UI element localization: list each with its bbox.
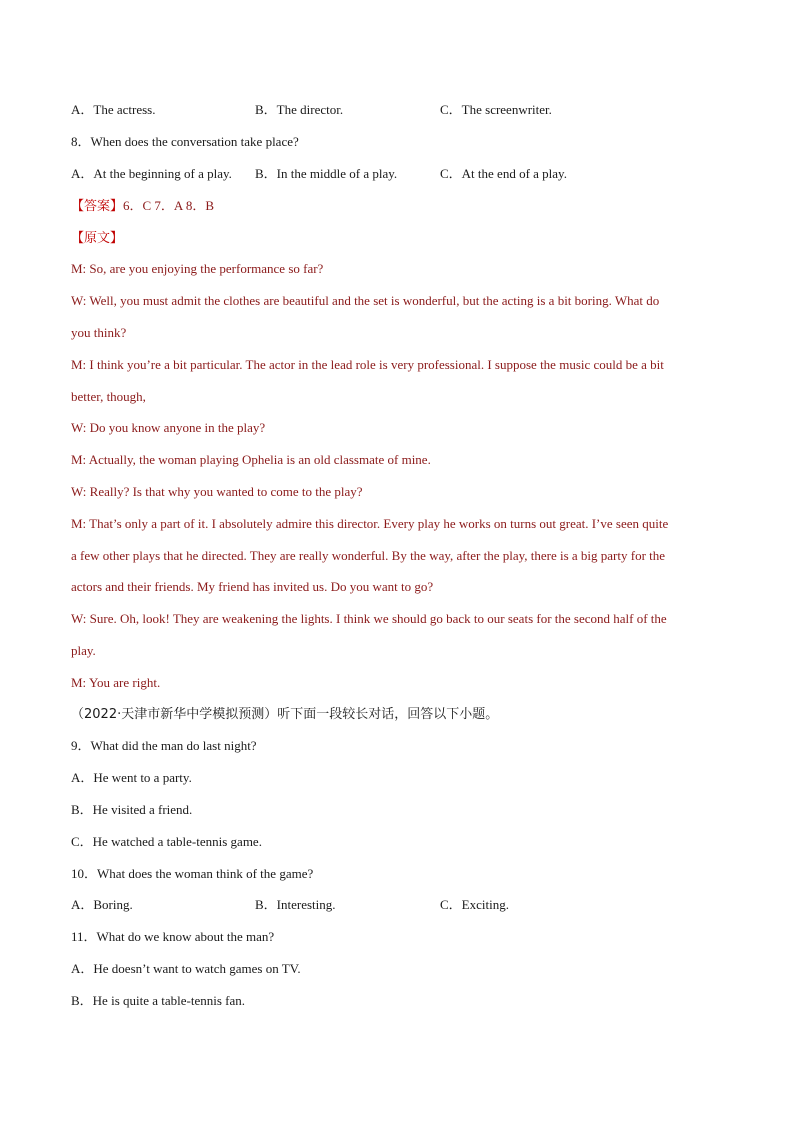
transcript-line: play. — [71, 643, 96, 658]
transcript-line: you think? — [71, 325, 127, 340]
transcript-line: M: So, are you enjoying the performance so far? — [71, 261, 324, 276]
answer-value: 6．C 7．A 8．B — [123, 198, 215, 213]
q9-option-c: C．He watched a table-tennis game. — [71, 834, 262, 849]
transcript-line: actors and their friends. My friend has invited us. Do you want to go? — [71, 579, 434, 594]
q7-option-a: A．The actress. — [71, 102, 156, 117]
transcript-line: M: I think you’re a bit particular. The actor in the lead role is very professional. I suppose the music could be a bit — [71, 357, 664, 372]
q8-question: 8．When does the conversation take place? — [71, 134, 299, 149]
q10-option-b: B．Interesting. — [255, 897, 336, 912]
transcript-line: a few other plays that he directed. They are really wonderful. By the way, after the play, there is a big party for the — [71, 548, 666, 563]
transcript-label: 【原文】 — [71, 231, 124, 246]
q8-option-b: B．In the middle of a play. — [255, 166, 398, 181]
answer-label: 【答案】 — [71, 199, 124, 214]
q10-option-c: C．Exciting. — [440, 897, 509, 912]
transcript-line: W: Do you know anyone in the play? — [71, 420, 266, 435]
q8-option-a: A．At the beginning of a play. — [71, 166, 232, 181]
q7-option-b: B．The director. — [255, 102, 344, 117]
q8-option-c: C．At the end of a play. — [440, 166, 567, 181]
q11-question: 11．What do we know about the man? — [71, 929, 275, 944]
transcript-line: M: You are right. — [71, 675, 161, 690]
q7-option-c: C．The screenwriter. — [440, 102, 552, 117]
transcript-line: M: Actually, the woman playing Ophelia is an old classmate of mine. — [71, 452, 431, 467]
answer-line — [71, 197, 214, 215]
section-intro: （2022·天津市新华中学模拟预测）听下面一段较长对话，回答以下小题。 — [71, 707, 499, 722]
q10-question: 10．What does the woman think of the game? — [71, 866, 314, 881]
q9-option-b: B．He visited a friend. — [71, 802, 193, 817]
q10-option-a: A．Boring. — [71, 897, 133, 912]
transcript-line: better, though, — [71, 389, 146, 404]
transcript-line: W: Well, you must admit the clothes are beautiful and the set is wonderful, but the acting is a bit boring. What do — [71, 293, 660, 308]
q11-option-b: B．He is quite a table-tennis fan. — [71, 993, 246, 1008]
q9-question: 9．What did the man do last night? — [71, 738, 257, 753]
q9-option-a: A．He went to a party. — [71, 770, 192, 785]
transcript-line: W: Sure. Oh, look! They are weakening the lights. I think we should go back to our seats for the second half of the — [71, 611, 667, 626]
q11-option-a: A．He doesn’t want to watch games on TV. — [71, 961, 301, 976]
transcript-line: W: Really? Is that why you wanted to come to the play? — [71, 484, 363, 499]
transcript-line: M: That’s only a part of it. I absolutely admire this director. Every play he works on turns out great. I’ve seen quite — [71, 516, 669, 531]
